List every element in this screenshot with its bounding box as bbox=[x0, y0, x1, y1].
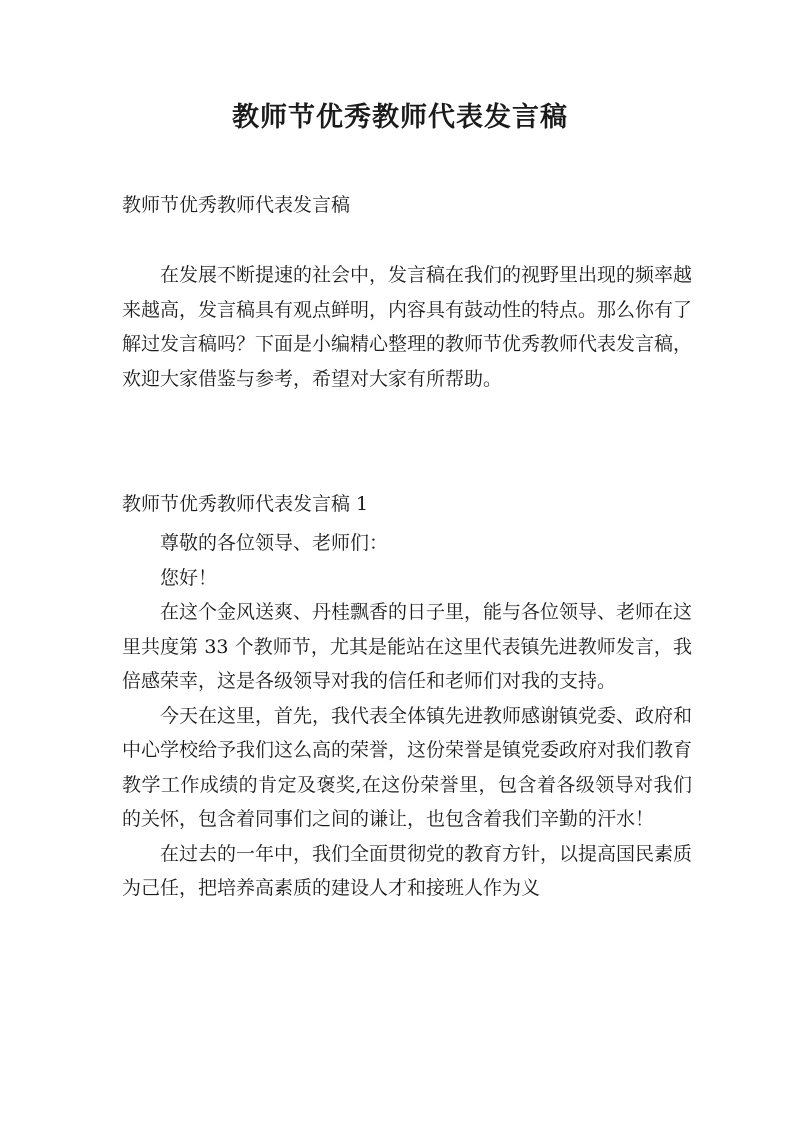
section-heading: 教师节优秀教师代表发言稿 1 bbox=[122, 493, 369, 515]
greeting: 您好！ bbox=[160, 566, 218, 589]
body-paragraph: 在这个金风送爽、丹桂飘香的日子里，能与各位领导、老师在这里共度第 33 个教师节，尤其是能站在这里代表镇先进教师发言，我倍感荣幸，这是各级领导对我的信任和老师们对我的支持。 bbox=[122, 601, 693, 692]
speech-body bbox=[122, 526, 692, 906]
body-paragraph: 在过去的一年中，我们全面贯彻党的教育方针，以提高国民素质为己任，把培养高素质的建设人才和接班人作为义 bbox=[122, 842, 693, 899]
salutation: 尊敬的各位领导、老师们： bbox=[160, 532, 389, 554]
document-subtitle: 教师节优秀教师代表发言稿 bbox=[122, 194, 351, 216]
document-title: 教师节优秀教师代表发言稿 bbox=[232, 102, 568, 133]
body-paragraph: 今天在这里，首先，我代表全体镇先进教师感谢镇党委、政府和中心学校给予我们这么高的荣誉，这份荣誉是镇党委政府对我们教育教学工作成绩的肯定及褒奖,在这份荣誉里，包含着各级领导对我们的关怀，包含着同事们之间的谦让，也包含着我们辛勤的汗水！ bbox=[122, 704, 693, 830]
intro-paragraph: 在发展不断提速的社会中，发言稿在我们的视野里出现的频率越来越高，发言稿具有观点鲜明，内容具有鼓动性的特点。那么你有了解过发言稿吗？下面是小编精心整理的教师节优秀教师代表发言稿，欢迎大家借鉴与参考，希望对大家有所帮助。 bbox=[122, 264, 693, 390]
